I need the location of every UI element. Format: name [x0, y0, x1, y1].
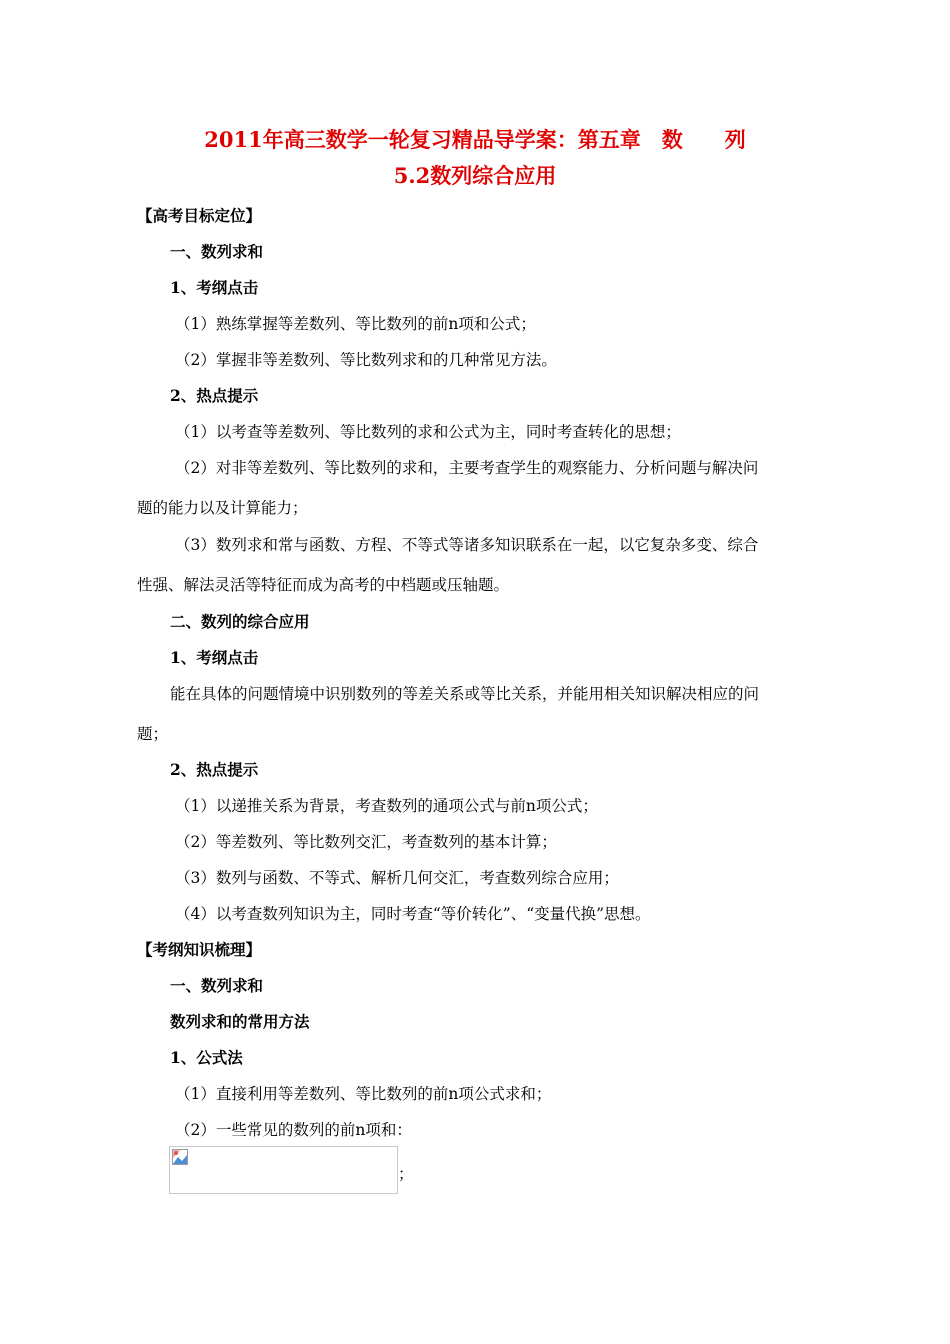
- paragraph: （1）熟练掌握等差数列、等比数列的前n项和公式；: [175, 315, 536, 333]
- formula-image-placeholder: [169, 1146, 398, 1194]
- paragraph: （1）以考查等差数列、等比数列的求和公式为主，同时考查转化的思想；: [175, 423, 681, 441]
- heading-syllabus-points: 1、考纲点击: [170, 278, 259, 297]
- paragraph: （2）等差数列、等比数列交汇，考查数列的基本计算；: [175, 833, 557, 851]
- heading-formula-method: 1、公式法: [170, 1048, 243, 1067]
- paragraph-continuation: 性强、解法灵活等特征而成为高考的中档题或压轴题。: [137, 576, 510, 594]
- paragraph: （1）直接利用等差数列、等比数列的前n项公式求和；: [175, 1085, 552, 1103]
- heading-hot-topics: 2、热点提示: [170, 760, 259, 779]
- heading-comprehensive-application: 二、数列的综合应用: [170, 612, 310, 631]
- broken-image-icon: [172, 1149, 188, 1165]
- heading-sequence-summation: 一、数列求和: [170, 976, 264, 995]
- document-subtitle: 5.2数列综合应用: [393, 163, 557, 188]
- paragraph: （2）对非等差数列、等比数列的求和，主要考查学生的观察能力、分析问题与解决问: [175, 459, 759, 477]
- paragraph: （3）数列与函数、不等式、解析几何交汇，考查数列综合应用；: [175, 869, 619, 887]
- paragraph: （4）以考查数列知识为主，同时考查“等价转化”、“变量代换”思想。: [175, 905, 651, 923]
- paragraph: 能在具体的问题情境中识别数列的等差关系或等比关系，并能用相关知识解决相应的问: [170, 685, 760, 703]
- paragraph: （1）以递推关系为背景，考查数列的通项公式与前n项公式；: [175, 797, 598, 815]
- heading-syllabus-points: 1、考纲点击: [170, 648, 259, 667]
- heading-common-methods: 数列求和的常用方法: [170, 1012, 310, 1031]
- paragraph: （2）一些常见的数列的前n项和：: [175, 1121, 412, 1139]
- document-title: 2011年高三数学一轮复习精品导学案：第五章 数 列: [204, 127, 746, 152]
- heading-hot-topics: 2、热点提示: [170, 386, 259, 405]
- section-heading-knowledge-review: 【考纲知识梳理】: [137, 940, 262, 959]
- heading-sequence-summation: 一、数列求和: [170, 242, 264, 261]
- paragraph-continuation: 题；: [137, 725, 169, 743]
- paragraph: （3）数列求和常与函数、方程、不等式等诸多知识联系在一起，以它复杂多变、综合: [175, 536, 759, 554]
- section-heading-exam-goals: 【高考目标定位】: [137, 206, 262, 225]
- formula-trailing-semicolon: ；: [398, 1165, 414, 1183]
- paragraph: （2）掌握非等差数列、等比数列求和的几种常见方法。: [175, 351, 557, 369]
- paragraph-continuation: 题的能力以及计算能力；: [137, 499, 308, 517]
